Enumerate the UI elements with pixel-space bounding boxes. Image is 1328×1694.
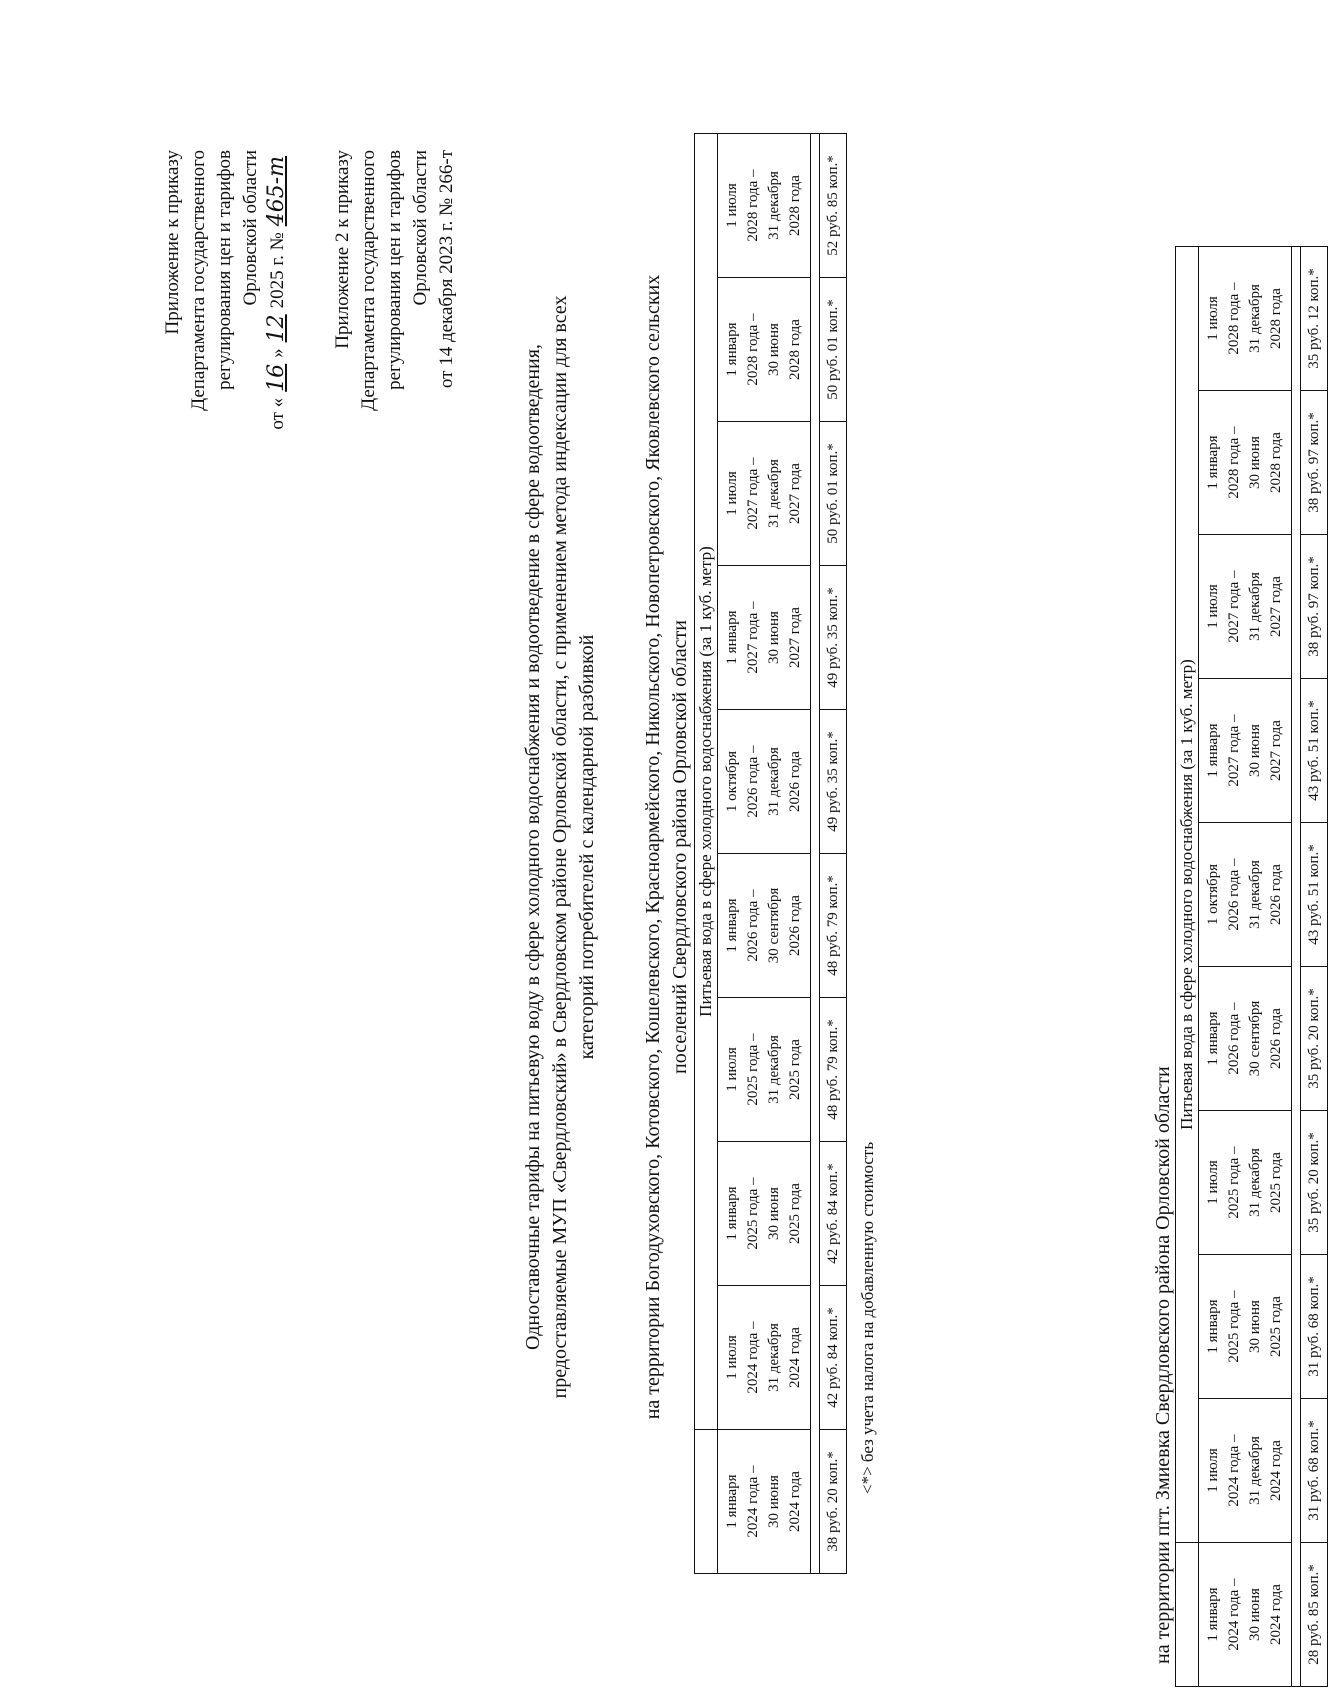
spacer-row: [1292, 247, 1301, 1687]
period-line: 2028 года –: [1226, 282, 1242, 355]
period-line: 1 июля: [724, 471, 740, 516]
period-header-cell: [1199, 535, 1292, 679]
period-line: 2026 года: [787, 751, 803, 812]
period-line: 30 июня: [1247, 1300, 1263, 1353]
period-header-cell: [1199, 823, 1292, 967]
period-line: 2026 года: [787, 895, 803, 956]
period-line: 30 сентября: [766, 887, 782, 964]
period-line: 1 июля: [1205, 1448, 1221, 1493]
previous-line: Департамента государственного: [358, 150, 379, 411]
period-line: 2024 года –: [745, 1465, 761, 1538]
previous-appendix-header: [330, 150, 460, 411]
table-caption-row: [695, 134, 718, 1574]
period-line: 1 января: [724, 322, 740, 377]
order-date-line: [264, 150, 291, 430]
table-corner-blank: [695, 1430, 718, 1574]
period-line: 2027 года –: [745, 601, 761, 674]
period-line: 1 января: [724, 610, 740, 665]
period-header-cell: [718, 710, 811, 854]
period-line: 2028 года: [787, 175, 803, 236]
period-line: 1 июля: [724, 1335, 740, 1380]
period-header-cell: [1199, 1255, 1292, 1399]
period-line: 1 января: [724, 898, 740, 953]
tariff-value-cell: 52 руб. 85 коп.*: [820, 134, 847, 278]
period-line: 31 декабря: [1247, 284, 1263, 353]
section2-territory-line: на территории пгт. Змиевка Свердловского района Орловской области: [1152, 1066, 1174, 1664]
period-line: 2025 года: [787, 1183, 803, 1244]
tariff-value-cell: 31 руб. 68 коп.*: [1301, 1255, 1328, 1399]
period-line: 1 января: [1205, 435, 1221, 490]
period-line: 30 июня: [766, 1187, 782, 1240]
document-title-line: предоставляемые МУП «Свердловский» в Свердловском районе Орловской области, с применением метода индексации для всех: [549, 295, 571, 1399]
period-line: 2027 года: [1268, 720, 1284, 781]
period-line: 30 июня: [766, 1475, 782, 1528]
tariff-value-cell: 38 руб. 20 коп.*: [820, 1430, 847, 1574]
period-line: 31 декабря: [766, 171, 782, 240]
period-line: 2028 года –: [745, 313, 761, 386]
period-header-cell: [718, 566, 811, 710]
period-header-cell: [718, 278, 811, 422]
period-line: 2025 года –: [745, 1177, 761, 1250]
period-header-cell: [718, 1286, 811, 1430]
period-line: 1 июля: [724, 183, 740, 228]
tariff-value-cell: 49 руб. 35 коп.*: [820, 566, 847, 710]
vat-footnote: <*> без учета налога на добавленную стоимость: [858, 1141, 877, 1494]
order-mid: »: [267, 348, 288, 358]
period-line: 31 декабря: [766, 747, 782, 816]
period-header-cell: [1199, 679, 1292, 823]
previous-line: Орловской области: [410, 150, 431, 306]
period-line: 2026 года: [1268, 864, 1284, 925]
previous-line: регулирования цен и тарифов: [384, 150, 405, 390]
appendix-line: Департамента государственного: [188, 150, 209, 411]
period-line: 1 июля: [1205, 584, 1221, 629]
period-line: 2025 года: [1268, 1152, 1284, 1213]
period-line: 1 января: [724, 1186, 740, 1241]
section1-territory-line: поселений Свердловского района Орловской области: [669, 620, 691, 1074]
tariff-table-rural: [694, 133, 847, 1574]
period-line: 1 января: [724, 1474, 740, 1529]
period-line: 2027 года –: [745, 457, 761, 530]
table-caption: Питьевая вода в сфере холодного водоснабжения (за 1 куб. метр): [1176, 247, 1199, 1543]
previous-line: Приложение 2 к приказу: [332, 150, 353, 349]
tariff-value-cell: 50 руб. 01 коп.*: [820, 278, 847, 422]
table-caption-row: [1176, 247, 1199, 1687]
period-line: 2026 года: [1268, 1008, 1284, 1069]
period-line: 2028 года: [787, 319, 803, 380]
document-title-line: Одноставочные тарифы на питьевую воду в сфере холодного водоснабжения и водоотведение в сфере водоотведения,: [522, 344, 544, 1350]
period-line: 30 июня: [766, 323, 782, 376]
period-header-cell: [718, 854, 811, 998]
tariff-value-cell: 48 руб. 79 коп.*: [820, 854, 847, 998]
tariff-value-cell: 50 руб. 01 коп.*: [820, 422, 847, 566]
period-line: 2024 года –: [1226, 1434, 1242, 1507]
period-row: [1199, 247, 1292, 1687]
period-line: 1 января: [1205, 1299, 1221, 1354]
period-line: 1 июля: [1205, 296, 1221, 341]
period-line: 2024 года: [1268, 1584, 1284, 1645]
order-day-handwritten: 16: [264, 363, 289, 392]
period-header-cell: [1199, 391, 1292, 535]
period-header-cell: [718, 1142, 811, 1286]
tariff-value-cell: 35 руб. 20 коп.*: [1301, 1111, 1328, 1255]
spacer-cell: [811, 134, 820, 1574]
table-caption: Питьевая вода в сфере холодного водоснабжения (за 1 куб. метр): [695, 134, 718, 1430]
period-line: 2025 года: [787, 1039, 803, 1100]
period-line: 1 октября: [724, 750, 740, 813]
period-line: 2026 года –: [745, 889, 761, 962]
tariff-value-cell: 43 руб. 51 коп.*: [1301, 679, 1328, 823]
spacer-cell: [1292, 247, 1301, 1687]
period-line: 2028 года: [1268, 432, 1284, 493]
period-line: 31 декабря: [766, 1323, 782, 1392]
period-line: 1 июля: [724, 1047, 740, 1092]
period-line: 2027 года: [787, 607, 803, 668]
period-line: 2027 года: [1268, 576, 1284, 637]
period-header-cell: [718, 134, 811, 278]
value-row: [1301, 247, 1328, 1687]
period-line: 31 декабря: [1247, 860, 1263, 929]
period-line: 2024 года –: [1226, 1578, 1242, 1651]
tariff-value-cell: 28 руб. 85 коп.*: [1301, 1543, 1328, 1687]
period-line: 2025 года: [1268, 1296, 1284, 1357]
period-header-cell: [1199, 1111, 1292, 1255]
period-header-cell: [1199, 967, 1292, 1111]
period-line: 2027 года: [787, 463, 803, 524]
period-line: 2025 года –: [1226, 1146, 1242, 1219]
period-row: [718, 134, 811, 1574]
table-corner-blank: [1176, 1543, 1199, 1687]
period-line: 2024 года –: [745, 1321, 761, 1394]
value-row: [820, 134, 847, 1574]
tariff-table-zmievka: [1175, 246, 1328, 1687]
period-line: 1 января: [1205, 1011, 1221, 1066]
period-line: 2028 года –: [1226, 426, 1242, 499]
appendix-line: Приложение к приказу: [162, 150, 183, 335]
period-line: 2024 года: [787, 1327, 803, 1388]
period-line: 31 декабря: [1247, 1148, 1263, 1217]
period-line: 2024 года: [1268, 1440, 1284, 1501]
period-line: 2028 года: [1268, 288, 1284, 349]
tariff-value-cell: 38 руб. 97 коп.*: [1301, 391, 1328, 535]
period-line: 31 декабря: [1247, 572, 1263, 641]
previous-line: от 14 декабря 2023 г. № 266-т: [436, 150, 457, 389]
tariff-value-cell: 48 руб. 79 коп.*: [820, 998, 847, 1142]
period-line: 30 июня: [1247, 436, 1263, 489]
appendix-line: регулирования цен и тарифов: [214, 150, 235, 390]
period-line: 2027 года –: [1226, 714, 1242, 787]
order-year: 2025 г. №: [267, 232, 288, 309]
appendix-header: [160, 150, 291, 430]
period-line: 2025 года –: [745, 1033, 761, 1106]
period-line: 1 января: [1205, 1587, 1221, 1642]
appendix-line: Орловской области: [240, 150, 261, 306]
period-line: 2026 года –: [1226, 1002, 1242, 1075]
tariff-value-cell: 35 руб. 12 коп.*: [1301, 247, 1328, 391]
period-line: 2026 года –: [1226, 858, 1242, 931]
tariff-value-cell: 42 руб. 84 коп.*: [820, 1286, 847, 1430]
period-header-cell: [718, 1430, 811, 1574]
tariff-value-cell: 31 руб. 68 коп.*: [1301, 1399, 1328, 1543]
order-number-handwritten: 465-т: [264, 156, 289, 227]
tariff-value-cell: 43 руб. 51 коп.*: [1301, 823, 1328, 967]
spacer-row: [811, 134, 820, 1574]
period-header-cell: [718, 422, 811, 566]
period-line: 31 декабря: [1247, 1436, 1263, 1505]
document-title-line: категорий потребителей с календарной разбивкой: [576, 634, 598, 1060]
section1-territory-line: на территории Богодуховского, Котовского, Кошелевского, Красноармейского, Никольского, Новопетровского, Яковлевского сельских: [642, 274, 664, 1420]
period-header-cell: [1199, 1399, 1292, 1543]
period-line: 30 июня: [1247, 724, 1263, 777]
period-line: 2027 года –: [1226, 570, 1242, 643]
period-line: 30 июня: [766, 611, 782, 664]
period-line: 1 января: [1205, 723, 1221, 778]
period-line: 2026 года –: [745, 745, 761, 818]
period-header-cell: [1199, 247, 1292, 391]
order-from: от «: [267, 397, 288, 430]
period-line: 31 декабря: [766, 459, 782, 528]
period-line: 2028 года –: [745, 169, 761, 242]
tariff-value-cell: 49 руб. 35 коп.*: [820, 710, 847, 854]
period-line: 1 июля: [1205, 1160, 1221, 1205]
period-line: 2024 года: [787, 1471, 803, 1532]
period-line: 31 декабря: [766, 1035, 782, 1104]
period-line: 30 июня: [1247, 1588, 1263, 1641]
period-line: 1 октября: [1205, 863, 1221, 926]
tariff-value-cell: 38 руб. 97 коп.*: [1301, 535, 1328, 679]
period-header-cell: [1199, 1543, 1292, 1687]
period-header-cell: [718, 998, 811, 1142]
order-month-handwritten: 12: [264, 314, 289, 343]
tariff-value-cell: 42 руб. 84 коп.*: [820, 1142, 847, 1286]
period-line: 2025 года –: [1226, 1290, 1242, 1363]
period-line: 30 сентября: [1247, 1000, 1263, 1077]
tariff-value-cell: 35 руб. 20 коп.*: [1301, 967, 1328, 1111]
